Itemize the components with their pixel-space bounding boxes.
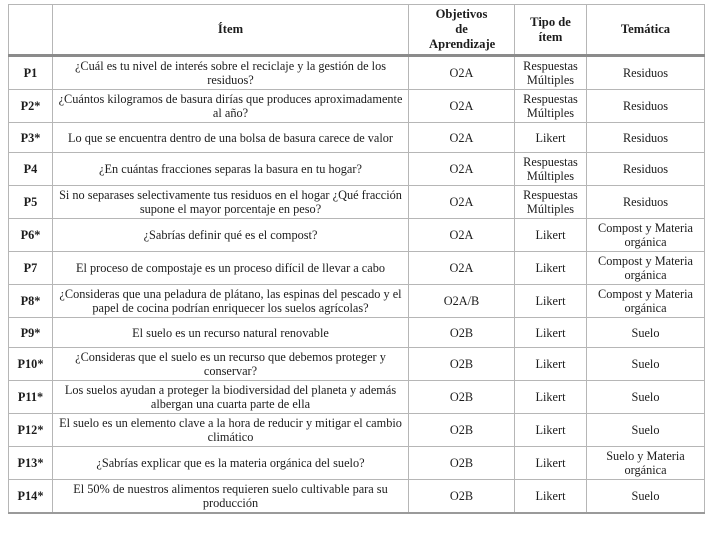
row-learning-objective: O2A/B xyxy=(409,285,515,318)
row-item-id: P10* xyxy=(9,348,53,381)
row-theme: Compost y Materia orgánica xyxy=(587,219,705,252)
row-item-type: Likert xyxy=(515,219,587,252)
row-item-id: P2* xyxy=(9,90,53,123)
row-item-type: Respuestas Múltiples xyxy=(515,153,587,186)
row-item-text: El proceso de compostaje es un proceso difícil de llevar a cabo xyxy=(53,252,409,285)
row-item-text: ¿Cuál es tu nivel de interés sobre el reciclaje y la gestión de los residuos? xyxy=(53,56,409,90)
row-learning-objective: O2B xyxy=(409,447,515,480)
row-item-text: ¿Sabrías definir qué es el compost? xyxy=(53,219,409,252)
row-item-text: ¿Cuántos kilogramos de basura dirías que produces aproximadamente al año? xyxy=(53,90,409,123)
row-item-id: P3* xyxy=(9,123,53,153)
row-item-text: ¿Consideras que el suelo es un recurso que debemos proteger y conservar? xyxy=(53,348,409,381)
row-theme: Suelo xyxy=(587,414,705,447)
table-row xyxy=(9,153,705,186)
table-row xyxy=(9,56,705,90)
table-header-row xyxy=(9,5,705,56)
row-item-id: P14* xyxy=(9,480,53,514)
row-learning-objective: O2B xyxy=(409,318,515,348)
table-row xyxy=(9,252,705,285)
row-theme: Residuos xyxy=(587,56,705,90)
row-item-id: P5 xyxy=(9,186,53,219)
row-item-id: P9* xyxy=(9,318,53,348)
row-item-text: El suelo es un recurso natural renovable xyxy=(53,318,409,348)
row-item-id: P12* xyxy=(9,414,53,447)
row-theme: Suelo xyxy=(587,348,705,381)
header-learning-objectives: Objetivos de Aprendizaje xyxy=(409,5,515,56)
row-theme: Compost y Materia orgánica xyxy=(587,252,705,285)
row-item-text: El suelo es un elemento clave a la hora de reducir y mitigar el cambio climático xyxy=(53,414,409,447)
row-learning-objective: O2A xyxy=(409,219,515,252)
table-row xyxy=(9,348,705,381)
row-item-text: Si no separases selectivamente tus residuos en el hogar ¿Qué fracción supone el mayor porcentaje en peso? xyxy=(53,186,409,219)
row-theme: Residuos xyxy=(587,123,705,153)
row-item-id: P6* xyxy=(9,219,53,252)
row-theme: Suelo xyxy=(587,480,705,514)
row-item-type: Respuestas Múltiples xyxy=(515,186,587,219)
row-learning-objective: O2B xyxy=(409,348,515,381)
row-item-type: Likert xyxy=(515,348,587,381)
row-learning-objective: O2A xyxy=(409,153,515,186)
row-item-text: ¿Sabrías explicar que es la materia orgánica del suelo? xyxy=(53,447,409,480)
row-learning-objective: O2A xyxy=(409,90,515,123)
row-item-text: Los suelos ayudan a proteger la biodiversidad del planeta y además albergan una cuarta parte de ella xyxy=(53,381,409,414)
table-row xyxy=(9,414,705,447)
row-item-text: ¿Consideras que una peladura de plátano, las espinas del pescado y el papel de cocina podrían enriquecer los suelos agrícolas? xyxy=(53,285,409,318)
table-body xyxy=(9,56,705,514)
row-learning-objective: O2A xyxy=(409,252,515,285)
table-row xyxy=(9,381,705,414)
row-item-text: ¿En cuántas fracciones separas la basura en tu hogar? xyxy=(53,153,409,186)
table-row xyxy=(9,447,705,480)
table-row xyxy=(9,285,705,318)
row-learning-objective: O2A xyxy=(409,123,515,153)
row-item-type: Likert xyxy=(515,381,587,414)
row-theme: Suelo xyxy=(587,381,705,414)
row-learning-objective: O2B xyxy=(409,480,515,514)
header-item: Ítem xyxy=(53,5,409,56)
row-item-type: Likert xyxy=(515,285,587,318)
row-learning-objective: O2A xyxy=(409,56,515,90)
table-row xyxy=(9,123,705,153)
row-theme: Compost y Materia orgánica xyxy=(587,285,705,318)
row-item-id: P7 xyxy=(9,252,53,285)
row-item-text: Lo que se encuentra dentro de una bolsa de basura carece de valor xyxy=(53,123,409,153)
row-learning-objective: O2A xyxy=(409,186,515,219)
row-item-type: Respuestas Múltiples xyxy=(515,90,587,123)
table-row xyxy=(9,186,705,219)
row-item-type: Likert xyxy=(515,318,587,348)
row-item-id: P13* xyxy=(9,447,53,480)
table-row xyxy=(9,318,705,348)
row-theme: Residuos xyxy=(587,186,705,219)
row-item-id: P8* xyxy=(9,285,53,318)
row-item-id: P1 xyxy=(9,56,53,90)
header-theme: Temática xyxy=(587,5,705,56)
row-learning-objective: O2B xyxy=(409,414,515,447)
row-theme: Residuos xyxy=(587,90,705,123)
row-theme: Residuos xyxy=(587,153,705,186)
row-theme: Suelo xyxy=(587,318,705,348)
row-item-type: Likert xyxy=(515,480,587,514)
row-item-id: P4 xyxy=(9,153,53,186)
row-item-type: Likert xyxy=(515,123,587,153)
header-item-type: Tipo de ítem xyxy=(515,5,587,56)
row-theme: Suelo y Materia orgánica xyxy=(587,447,705,480)
table-row xyxy=(9,90,705,123)
row-item-type: Likert xyxy=(515,252,587,285)
row-item-text: El 50% de nuestros alimentos requieren suelo cultivable para su producción xyxy=(53,480,409,514)
row-learning-objective: O2B xyxy=(409,381,515,414)
survey-items-table xyxy=(8,4,705,514)
header-item-id xyxy=(9,5,53,56)
table-row xyxy=(9,219,705,252)
table-row xyxy=(9,480,705,514)
row-item-id: P11* xyxy=(9,381,53,414)
row-item-type: Respuestas Múltiples xyxy=(515,56,587,90)
row-item-type: Likert xyxy=(515,447,587,480)
row-item-type: Likert xyxy=(515,414,587,447)
